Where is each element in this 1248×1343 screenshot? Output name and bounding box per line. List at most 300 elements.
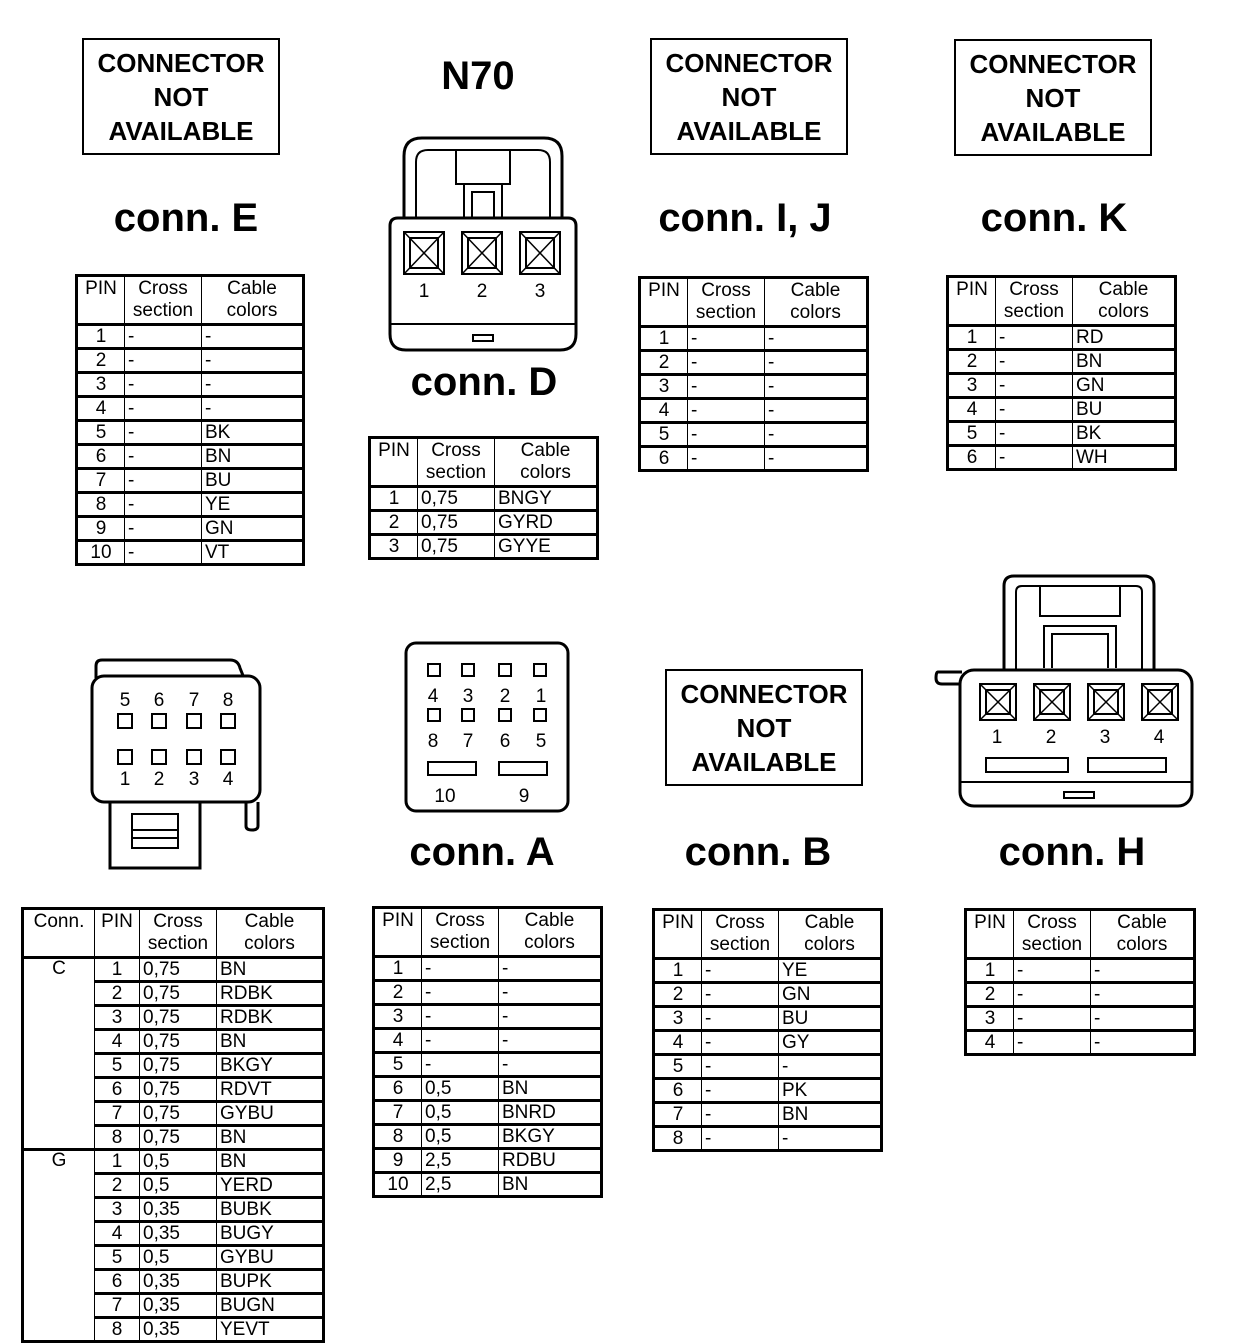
cable-color-cell: - xyxy=(765,447,868,471)
pin-cell: 2 xyxy=(95,982,140,1006)
conn-cg-pin-label: 4 xyxy=(222,769,234,790)
table-row xyxy=(654,1031,882,1055)
conn-d-title: conn. D xyxy=(410,360,558,404)
cross-section-cell: 0,35 xyxy=(140,1318,217,1342)
table-row xyxy=(640,327,868,351)
table-row xyxy=(640,351,868,375)
cable-color-cell: - xyxy=(1091,1031,1195,1055)
conn-b-table xyxy=(652,908,883,1152)
pin-cell: 10 xyxy=(77,541,125,565)
pin-cell: 6 xyxy=(77,445,125,469)
conn-a-pin-label: 8 xyxy=(427,731,439,752)
cross-section-header-line: Cross xyxy=(1027,912,1077,933)
pin-cell: 5 xyxy=(948,422,996,446)
pin-cell: 4 xyxy=(948,398,996,422)
cross-section-header xyxy=(140,909,217,958)
cross-section-cell: - xyxy=(702,1079,779,1103)
pin-cell: 1 xyxy=(95,1150,140,1174)
conn-h-pin-label: 4 xyxy=(1153,727,1165,748)
cross-section-cell: - xyxy=(1014,1031,1091,1055)
pin-cell: 6 xyxy=(948,446,996,470)
cable-color-cell: BN xyxy=(202,445,304,469)
cross-section-cell: 0,75 xyxy=(140,982,217,1006)
table-row xyxy=(23,1150,324,1174)
na-box-ij xyxy=(650,38,848,155)
cable-colors-header xyxy=(779,910,882,959)
cable-color-cell: RD xyxy=(1073,326,1176,350)
cross-section-cell: - xyxy=(1014,983,1091,1007)
cable-color-cell: - xyxy=(765,399,868,423)
cross-section-cell: - xyxy=(702,983,779,1007)
conn-k-table xyxy=(946,275,1177,471)
pin-cell: 1 xyxy=(95,958,140,982)
pin-cell: 3 xyxy=(95,1198,140,1222)
table-row xyxy=(966,1007,1195,1031)
table-row xyxy=(948,422,1176,446)
conn-cg-table xyxy=(21,907,325,1343)
cross-section-cell: 0,35 xyxy=(140,1294,217,1318)
pin-header: PIN xyxy=(374,908,422,957)
pin-cell: 1 xyxy=(370,487,418,511)
pin-cell: 5 xyxy=(640,423,688,447)
pin-cell: 3 xyxy=(640,375,688,399)
pin-cell: 8 xyxy=(95,1126,140,1150)
table-row xyxy=(77,445,304,469)
pin-cell: 7 xyxy=(95,1102,140,1126)
conn-header: Conn. xyxy=(23,909,95,958)
table-row xyxy=(374,1029,602,1053)
conn-d-pin-label: 2 xyxy=(476,281,488,302)
cable-color-cell: - xyxy=(202,349,304,373)
cross-section-cell: 2,5 xyxy=(422,1173,499,1197)
cross-section-cell: - xyxy=(688,423,765,447)
cable-colors-header-line: Cable xyxy=(804,912,855,933)
table-row xyxy=(370,487,598,511)
cable-color-cell: BN xyxy=(499,1077,602,1101)
table-header-row xyxy=(640,278,868,327)
cross-section-cell: - xyxy=(125,541,202,565)
cross-section-cell: - xyxy=(125,421,202,445)
cross-section-cell: - xyxy=(125,493,202,517)
table-row xyxy=(77,349,304,373)
cable-color-cell: - xyxy=(765,375,868,399)
pin-cell: 2 xyxy=(374,981,422,1005)
cross-section-cell: - xyxy=(996,422,1073,446)
cable-color-cell: GYYE xyxy=(495,535,598,559)
cross-section-cell: - xyxy=(688,351,765,375)
pin-cell: 3 xyxy=(654,1007,702,1031)
connector-h-drawing xyxy=(934,572,1196,812)
na-box-e xyxy=(82,38,280,155)
cross-section-cell: 0,75 xyxy=(140,958,217,982)
cross-section-cell: - xyxy=(422,1029,499,1053)
cross-section-header xyxy=(422,908,499,957)
table-row xyxy=(654,1055,882,1079)
table-row xyxy=(77,541,304,565)
cross-section-cell: - xyxy=(702,1103,779,1127)
cross-section-cell: 0,5 xyxy=(140,1246,217,1270)
cable-color-cell: YERD xyxy=(217,1174,324,1198)
cable-colors-header-line: Cable xyxy=(524,910,575,931)
conn-ij-title: conn. I, J xyxy=(658,196,832,240)
cross-section-cell: - xyxy=(996,398,1073,422)
cable-color-cell: BUBK xyxy=(217,1198,324,1222)
cable-color-cell: - xyxy=(499,981,602,1005)
na-line-2: NOT xyxy=(153,82,209,112)
cross-section-header-line: section xyxy=(1021,934,1083,955)
na-line-3: AVAILABLE xyxy=(691,747,837,777)
pin-cell: 7 xyxy=(374,1101,422,1125)
cross-section-header-line: section xyxy=(695,302,757,323)
cable-color-cell: BU xyxy=(1073,398,1176,422)
pin-cell: 4 xyxy=(654,1031,702,1055)
cable-color-cell: GY xyxy=(779,1031,882,1055)
pin-cell: 5 xyxy=(95,1246,140,1270)
pin-cell: 4 xyxy=(640,399,688,423)
table-header-row xyxy=(948,277,1176,326)
cable-color-cell: - xyxy=(765,423,868,447)
pin-header: PIN xyxy=(95,909,140,958)
cross-section-cell: 0,75 xyxy=(140,1102,217,1126)
table-row xyxy=(374,957,602,981)
cable-color-cell: RDBK xyxy=(217,1006,324,1030)
conn-cg-pin-label: 6 xyxy=(153,690,165,711)
cable-colors-header-line: Cable xyxy=(1117,912,1167,933)
conn-cg-pin-label: 7 xyxy=(188,690,200,711)
conn-e-table xyxy=(75,274,305,566)
cable-color-cell: BU xyxy=(202,469,304,493)
cross-section-cell: - xyxy=(125,445,202,469)
na-line-2: NOT xyxy=(736,713,792,743)
table-row xyxy=(948,350,1176,374)
cable-color-cell: BUGN xyxy=(217,1294,324,1318)
cable-colors-header xyxy=(1091,910,1195,959)
cable-colors-header-line: Cable xyxy=(520,440,571,461)
table-row xyxy=(374,1005,602,1029)
cable-colors-header-line: colors xyxy=(804,934,855,955)
table-row xyxy=(966,983,1195,1007)
cable-color-cell: BN xyxy=(217,958,324,982)
cable-colors-header-line: Cable xyxy=(790,280,841,301)
cable-color-cell: - xyxy=(1091,1007,1195,1031)
table-row xyxy=(77,373,304,397)
cable-color-cell: BN xyxy=(499,1173,602,1197)
table-row xyxy=(948,326,1176,350)
pin-cell: 3 xyxy=(374,1005,422,1029)
table-row xyxy=(77,517,304,541)
table-row xyxy=(374,1101,602,1125)
cross-section-header xyxy=(996,277,1073,326)
cable-color-cell: WH xyxy=(1073,446,1176,470)
table-row xyxy=(77,325,304,349)
conn-h-pin-label: 2 xyxy=(1045,727,1057,748)
cable-color-cell: - xyxy=(779,1127,882,1151)
cross-section-cell: - xyxy=(688,327,765,351)
conn-a-title: conn. A xyxy=(409,830,555,874)
cable-color-cell: BNRD xyxy=(499,1101,602,1125)
conn-cg-pin-label: 3 xyxy=(188,769,200,790)
cable-color-cell: BKGY xyxy=(499,1125,602,1149)
cable-color-cell: YE xyxy=(202,493,304,517)
table-row xyxy=(966,1031,1195,1055)
conn-cg-pin-label: 8 xyxy=(222,690,234,711)
cable-color-cell: BUPK xyxy=(217,1270,324,1294)
cable-color-cell: - xyxy=(765,327,868,351)
cross-section-cell: - xyxy=(125,517,202,541)
conn-b-title: conn. B xyxy=(684,830,832,874)
cable-color-cell: - xyxy=(202,373,304,397)
cable-color-cell: GYRD xyxy=(495,511,598,535)
conn-d-table xyxy=(368,436,599,560)
cable-colors-header-line: colors xyxy=(244,933,295,954)
pin-cell: 3 xyxy=(966,1007,1014,1031)
pin-cell: 10 xyxy=(374,1173,422,1197)
cable-color-cell: GYBU xyxy=(217,1102,324,1126)
cross-section-cell: - xyxy=(996,326,1073,350)
cross-section-cell: 0,75 xyxy=(140,1006,217,1030)
pin-cell: 2 xyxy=(640,351,688,375)
conn-cg-pin-label: 5 xyxy=(119,690,131,711)
cable-color-cell: BK xyxy=(202,421,304,445)
table-row xyxy=(640,399,868,423)
cross-section-cell: - xyxy=(125,469,202,493)
pin-header: PIN xyxy=(77,276,125,325)
conn-ij-table xyxy=(638,276,869,472)
cross-section-cell: 0,75 xyxy=(140,1126,217,1150)
cross-section-cell: - xyxy=(702,1055,779,1079)
cross-section-cell: 0,5 xyxy=(422,1125,499,1149)
pin-cell: 3 xyxy=(77,373,125,397)
n70-title: N70 xyxy=(441,54,515,98)
cross-section-cell: - xyxy=(996,350,1073,374)
conn-h-pin-label: 1 xyxy=(991,727,1003,748)
table-row xyxy=(374,981,602,1005)
cable-color-cell: BKGY xyxy=(217,1054,324,1078)
pin-cell: 8 xyxy=(654,1127,702,1151)
table-row xyxy=(948,398,1176,422)
pin-cell: 2 xyxy=(948,350,996,374)
pin-cell: 5 xyxy=(95,1054,140,1078)
conn-k-title: conn. K xyxy=(980,196,1128,240)
cable-color-cell: GN xyxy=(779,983,882,1007)
table-row xyxy=(948,374,1176,398)
cross-section-header-line: section xyxy=(429,932,491,953)
cross-section-cell: - xyxy=(422,1005,499,1029)
table-header-row xyxy=(654,910,882,959)
pin-cell: 6 xyxy=(374,1077,422,1101)
na-line-3: AVAILABLE xyxy=(980,117,1126,147)
conn-a-pin-label: 10 xyxy=(434,786,456,807)
na-line-3: AVAILABLE xyxy=(108,116,254,146)
table-row xyxy=(77,397,304,421)
pin-cell: 7 xyxy=(654,1103,702,1127)
pin-cell: 4 xyxy=(374,1029,422,1053)
na-line-2: NOT xyxy=(1025,83,1081,113)
na-line-1: CONNECTOR xyxy=(665,48,833,78)
table-row xyxy=(966,959,1195,983)
cross-section-cell: - xyxy=(688,447,765,471)
conn-a-pin-label: 6 xyxy=(499,731,511,752)
pin-header: PIN xyxy=(640,278,688,327)
conn-a-table xyxy=(372,906,603,1198)
cross-section-cell: 0,5 xyxy=(140,1150,217,1174)
pin-cell: 6 xyxy=(640,447,688,471)
cable-color-cell: RDBK xyxy=(217,982,324,1006)
cross-section-header-line: Cross xyxy=(715,912,765,933)
cable-colors-header xyxy=(202,276,304,325)
table-row xyxy=(23,958,324,982)
cross-section-header-line: section xyxy=(147,933,209,954)
conn-cg-pin-label: 2 xyxy=(153,769,165,790)
cross-section-cell: 0,5 xyxy=(422,1077,499,1101)
cross-section-header-line: Cross xyxy=(435,910,485,931)
cable-color-cell: - xyxy=(1091,983,1195,1007)
table-row xyxy=(654,983,882,1007)
pin-cell: 3 xyxy=(948,374,996,398)
cross-section-header-line: Cross xyxy=(701,280,751,301)
cable-color-cell: BU xyxy=(779,1007,882,1031)
table-row xyxy=(374,1173,602,1197)
cross-section-cell: 0,5 xyxy=(140,1174,217,1198)
table-row xyxy=(640,447,868,471)
cross-section-cell: - xyxy=(702,959,779,983)
conn-d-pin-label: 1 xyxy=(418,281,430,302)
cable-colors-header xyxy=(217,909,324,958)
cable-color-cell: GYBU xyxy=(217,1246,324,1270)
cross-section-header-line: section xyxy=(1003,301,1065,322)
table-header-row xyxy=(23,909,324,958)
cross-section-header-line: Cross xyxy=(431,440,481,461)
table-row xyxy=(374,1125,602,1149)
conn-cg-pin-label: 1 xyxy=(119,769,131,790)
connector-a-drawing xyxy=(404,641,570,813)
cable-color-cell: BN xyxy=(1073,350,1176,374)
cross-section-cell: - xyxy=(996,374,1073,398)
table-row xyxy=(370,535,598,559)
cross-section-cell: - xyxy=(422,957,499,981)
pin-cell: 4 xyxy=(95,1030,140,1054)
conn-a-pin-label: 1 xyxy=(535,686,547,707)
na-line-1: CONNECTOR xyxy=(680,679,848,709)
table-header-row xyxy=(374,908,602,957)
cable-color-cell: BNGY xyxy=(495,487,598,511)
cable-color-cell: YEVT xyxy=(217,1318,324,1342)
pin-cell: 1 xyxy=(374,957,422,981)
table-row xyxy=(654,959,882,983)
pin-cell: 5 xyxy=(654,1055,702,1079)
cable-colors-header-line: colors xyxy=(1116,934,1168,955)
pin-cell: 9 xyxy=(77,517,125,541)
cable-color-cell: - xyxy=(765,351,868,375)
cross-section-cell: 0,75 xyxy=(418,487,495,511)
cross-section-cell: 0,75 xyxy=(140,1030,217,1054)
cross-section-cell: 0,75 xyxy=(418,511,495,535)
cable-colors-header-line: colors xyxy=(1098,301,1149,322)
cross-section-cell: 0,35 xyxy=(140,1270,217,1294)
table-row xyxy=(374,1149,602,1173)
cross-section-cell: - xyxy=(1014,1007,1091,1031)
cable-colors-header-line: colors xyxy=(520,462,571,483)
cross-section-cell: - xyxy=(702,1127,779,1151)
cross-section-header xyxy=(418,438,495,487)
na-line-1: CONNECTOR xyxy=(97,48,265,78)
pin-cell: 7 xyxy=(95,1294,140,1318)
cable-colors-header-line: colors xyxy=(226,300,278,321)
pin-cell: 8 xyxy=(95,1318,140,1342)
cable-colors-header xyxy=(499,908,602,957)
cross-section-cell: - xyxy=(1014,959,1091,983)
conn-h-title: conn. H xyxy=(998,830,1146,874)
cable-color-cell: GN xyxy=(202,517,304,541)
cross-section-cell: 0,75 xyxy=(418,535,495,559)
na-line-1: CONNECTOR xyxy=(969,49,1137,79)
conn-h-pin-label: 3 xyxy=(1099,727,1111,748)
cross-section-cell: - xyxy=(125,397,202,421)
cross-section-cell: 0,75 xyxy=(140,1054,217,1078)
conn-a-pin-label: 2 xyxy=(499,686,511,707)
cable-color-cell: BN xyxy=(217,1150,324,1174)
cable-color-cell: PK xyxy=(779,1079,882,1103)
conn-group-cell: G xyxy=(23,1150,95,1342)
conn-a-pin-label: 7 xyxy=(462,731,474,752)
conn-e-title: conn. E xyxy=(113,196,259,240)
pin-cell: 5 xyxy=(374,1053,422,1077)
cross-section-header-line: section xyxy=(132,300,194,321)
cross-section-header xyxy=(702,910,779,959)
cross-section-cell: - xyxy=(125,373,202,397)
cable-color-cell: - xyxy=(499,1053,602,1077)
cable-color-cell: BUGY xyxy=(217,1222,324,1246)
cross-section-cell: - xyxy=(125,349,202,373)
cable-color-cell: - xyxy=(499,1005,602,1029)
cross-section-header xyxy=(125,276,202,325)
cable-colors-header xyxy=(495,438,598,487)
cable-color-cell: VT xyxy=(202,541,304,565)
na-line-3: AVAILABLE xyxy=(676,116,822,146)
pin-cell: 5 xyxy=(77,421,125,445)
pin-cell: 7 xyxy=(77,469,125,493)
pin-header: PIN xyxy=(654,910,702,959)
pin-header: PIN xyxy=(966,910,1014,959)
pin-cell: 8 xyxy=(374,1125,422,1149)
pin-cell: 1 xyxy=(948,326,996,350)
na-box-k xyxy=(954,39,1152,156)
conn-a-pin-label: 5 xyxy=(535,731,547,752)
cable-color-cell: BN xyxy=(217,1030,324,1054)
cross-section-cell: - xyxy=(125,325,202,349)
cross-section-header-line: section xyxy=(709,934,771,955)
pin-cell: 1 xyxy=(640,327,688,351)
cross-section-cell: - xyxy=(702,1031,779,1055)
cross-section-cell: - xyxy=(422,981,499,1005)
na-box-b xyxy=(665,669,863,786)
cross-section-header-line: Cross xyxy=(153,911,203,932)
pin-cell: 2 xyxy=(654,983,702,1007)
pin-cell: 8 xyxy=(77,493,125,517)
na-line-2: NOT xyxy=(721,82,777,112)
cable-color-cell: - xyxy=(499,957,602,981)
table-row xyxy=(654,1079,882,1103)
pin-cell: 1 xyxy=(966,959,1014,983)
table-row xyxy=(77,469,304,493)
cable-color-cell: - xyxy=(499,1029,602,1053)
table-row xyxy=(374,1077,602,1101)
pin-cell: 6 xyxy=(95,1078,140,1102)
cross-section-cell: 2,5 xyxy=(422,1149,499,1173)
table-row xyxy=(77,493,304,517)
cross-section-header xyxy=(688,278,765,327)
cross-section-cell: 0,5 xyxy=(422,1101,499,1125)
